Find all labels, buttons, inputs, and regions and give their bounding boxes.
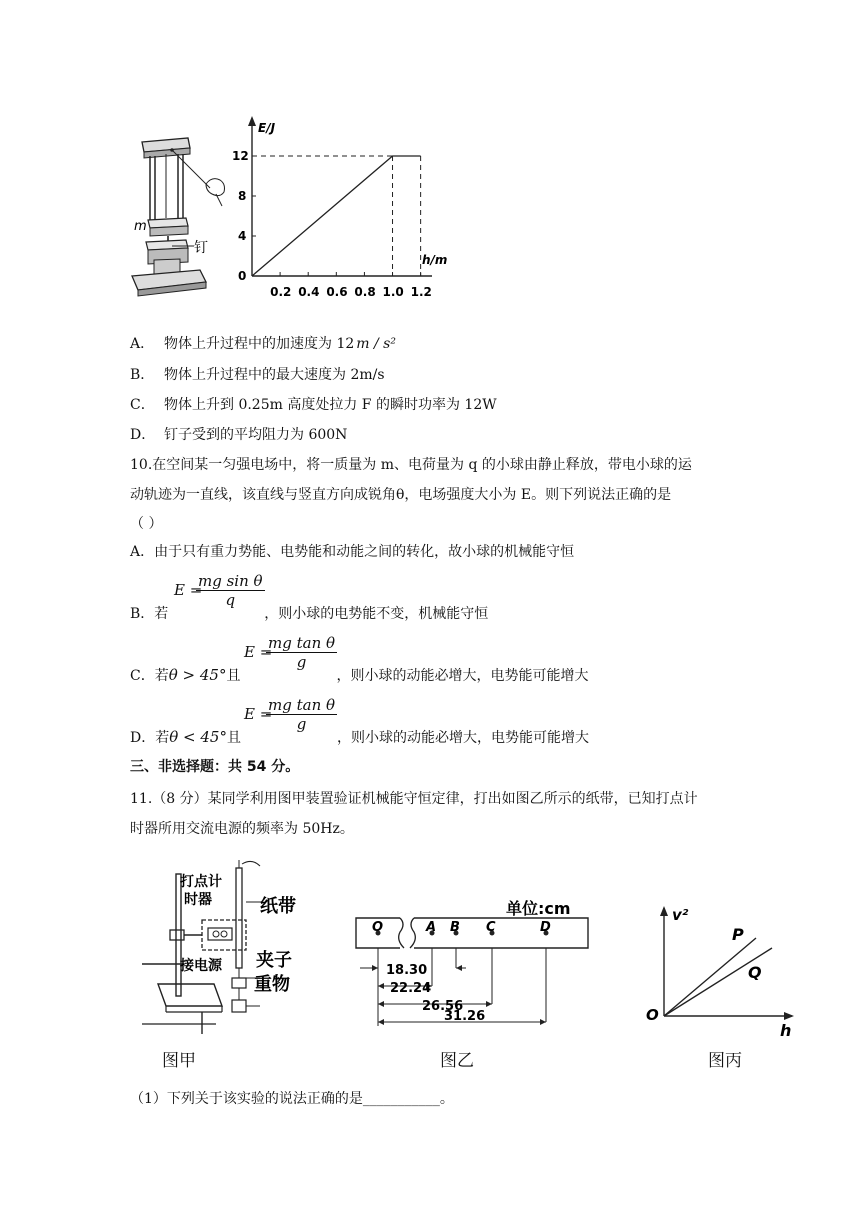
x-tick-label: 0.2 bbox=[270, 285, 292, 299]
fraction-denominator: g bbox=[296, 715, 307, 733]
e-equals: E = bbox=[244, 705, 273, 723]
q9-option-b bbox=[130, 365, 385, 385]
line-q-label: Q bbox=[748, 963, 762, 982]
e-equals: E = bbox=[244, 643, 273, 661]
x-tick-label: 1.2 bbox=[410, 285, 432, 299]
figure-jia bbox=[136, 854, 336, 1034]
line-p-label: P bbox=[732, 925, 744, 944]
option-prefix: D．若 bbox=[130, 730, 170, 746]
figure-bing bbox=[640, 902, 800, 1040]
option-suffix: ，则小球的动能必增大，电势能可能增大 bbox=[336, 730, 589, 746]
y-tick-label: 12 bbox=[232, 149, 249, 163]
timer-label-1: 打点计 bbox=[180, 874, 222, 890]
x-tick-label: 1.0 bbox=[382, 285, 404, 299]
bing-y-label: v² bbox=[672, 906, 689, 924]
dist-1: 18.30 bbox=[386, 963, 428, 978]
option-suffix: ，则小球的电势能不变，机械能守恒 bbox=[264, 606, 489, 622]
q11-sub1: （1）下列关于该实验的说法正确的是___________。 bbox=[130, 1091, 454, 1107]
figure-bing-caption: 图丙 bbox=[708, 1051, 742, 1071]
figure1-apparatus bbox=[128, 134, 248, 304]
e-equals: E = bbox=[174, 581, 203, 599]
condition: θ < 45° bbox=[169, 728, 227, 746]
x-axis-label: h/m bbox=[422, 253, 448, 267]
option-letter: B． bbox=[130, 367, 155, 383]
condition: θ > 45° bbox=[168, 666, 227, 684]
option-text: 物体上升过程中的最大速度为 2m/s bbox=[164, 367, 385, 383]
clip-label: 夹子 bbox=[256, 950, 292, 971]
section-heading: 三、非选择题：共 54 分。 bbox=[130, 759, 300, 775]
point-o: O bbox=[372, 920, 384, 935]
weight-label: 重物 bbox=[254, 974, 290, 995]
q10-stem-line2: 动轨迹为一直线，该直线与竖直方向成锐角θ，电场强度大小为 E。则下列说法正确的是 bbox=[130, 487, 672, 503]
option-prefix: C．若 bbox=[130, 668, 169, 684]
bing-origin: O bbox=[646, 1006, 659, 1024]
x-tick-label: 0.8 bbox=[354, 285, 376, 299]
y-axis-arrow bbox=[248, 116, 256, 126]
q10-option-d bbox=[130, 727, 589, 748]
power-label: 接电源 bbox=[180, 958, 222, 974]
energy-line bbox=[252, 156, 421, 276]
q10-option-a: A．由于只有重力势能、电势能和动能之间的转化，故小球的机械能守恒 bbox=[130, 544, 575, 560]
x-tick-label: 0.6 bbox=[326, 285, 348, 299]
option-letter: D． bbox=[130, 427, 156, 443]
figure-jia-caption: 图甲 bbox=[162, 1051, 196, 1071]
q10-stem-line1: 10.在空间某一匀强电场中，将一质量为 m、电荷量为 q 的小球由静止释放，带电小球的运 bbox=[130, 457, 692, 473]
bing-x-label: h bbox=[780, 1021, 792, 1040]
timer-label-2: 时器 bbox=[184, 892, 212, 908]
and-word: 且 bbox=[226, 668, 241, 684]
dist-3: 26.56 bbox=[422, 999, 464, 1014]
q9-option-d bbox=[130, 425, 347, 445]
y-tick-label: 8 bbox=[238, 189, 247, 203]
eh-chart bbox=[232, 112, 464, 308]
q9-option-c bbox=[130, 395, 497, 415]
option-text: 物体上升到 0.25m 高度处拉力 F 的瞬时功率为 12W bbox=[164, 397, 497, 413]
unit-label: 单位:cm bbox=[506, 899, 571, 918]
q10-option-c bbox=[130, 665, 588, 686]
nail-label: 钉 bbox=[194, 240, 208, 256]
q10-blank: （ ） bbox=[130, 516, 163, 532]
fraction-numerator: mg tan θ bbox=[268, 696, 336, 714]
dist-4: 31.26 bbox=[444, 1009, 486, 1024]
option-letter: A． bbox=[130, 336, 155, 352]
y-axis-label: E/J bbox=[258, 121, 276, 135]
fraction-numerator: mg sin θ bbox=[198, 572, 263, 590]
x-tick-label: 0.4 bbox=[298, 285, 320, 299]
point-d: D bbox=[540, 920, 551, 935]
fraction-numerator: mg tan θ bbox=[268, 634, 336, 652]
mass-label: m bbox=[134, 219, 147, 234]
option-prefix: B．若 bbox=[130, 606, 169, 622]
q9-option-a bbox=[130, 334, 396, 354]
option-text: 钉子受到的平均阻力为 600N bbox=[164, 427, 348, 443]
y-tick-label: 0 bbox=[238, 269, 247, 283]
q11-stem-line1: 11.（8 分）某同学利用图甲装置验证机械能守恒定律，打出如图乙所示的纸带，已知打点计 bbox=[130, 791, 698, 807]
q11-stem-line2: 时器所用交流电源的频率为 50Hz。 bbox=[130, 821, 354, 837]
dist-2: 22.24 bbox=[390, 981, 432, 996]
point-b: B bbox=[450, 920, 460, 935]
point-c: C bbox=[486, 920, 496, 935]
option-letter: C． bbox=[130, 397, 155, 413]
fraction-denominator: g bbox=[296, 653, 307, 671]
y-tick-label: 4 bbox=[238, 229, 247, 243]
option-suffix: ，则小球的动能必增大，电势能可能增大 bbox=[336, 668, 589, 684]
point-a: A bbox=[426, 920, 437, 935]
and-word: 且 bbox=[226, 730, 241, 746]
tape-label: 纸带 bbox=[260, 896, 296, 917]
unit-ms2: m / s² bbox=[356, 336, 396, 352]
q10-option-b bbox=[130, 604, 488, 624]
figure-yi-caption: 图乙 bbox=[440, 1051, 474, 1071]
option-text: 物体上升过程中的加速度为 12 bbox=[164, 336, 355, 352]
fraction-denominator: q bbox=[225, 591, 236, 609]
figure-yi bbox=[352, 896, 592, 1036]
